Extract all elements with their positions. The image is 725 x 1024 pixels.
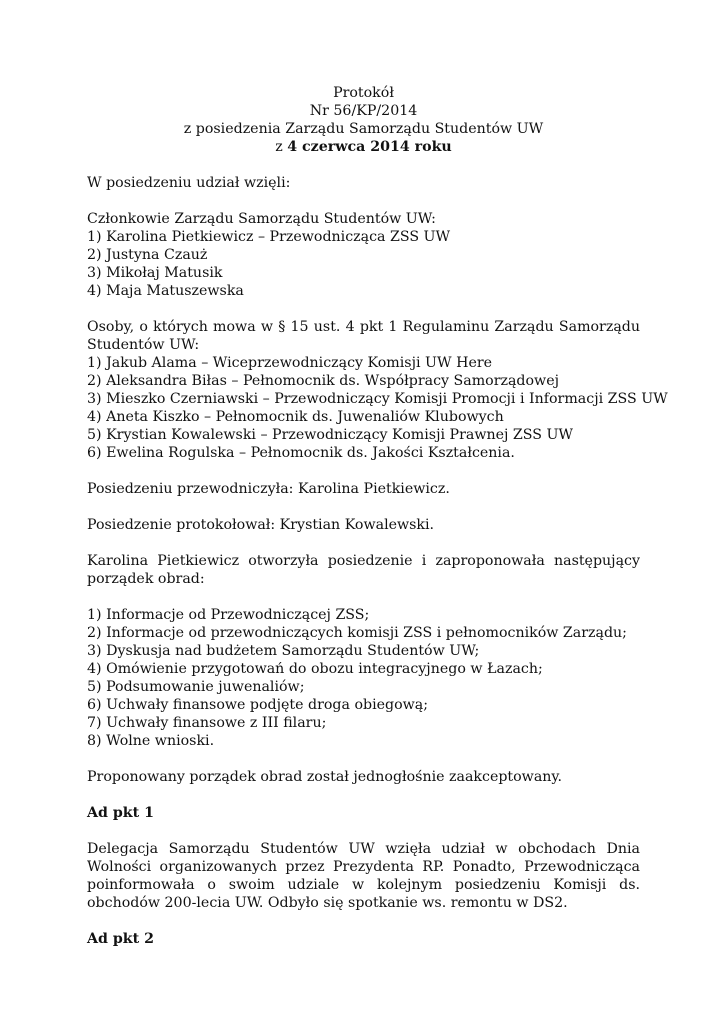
agenda-item: 6) Uchwały finansowe podjęte droga obiegową; <box>87 697 429 713</box>
section-text-1: Delegacja Samorządu Studentów UW wzięła udział w obchodach Dnia Wolności organizowanych przez Prezydenta RP. Ponadto, Przewodnicząca poinformowała o swoim udziale w kolejnym posiedzeniu Komisji ds. obchodów 200-lecia UW. Odbyło się spotkanie ws. remontu w DS2. <box>87 841 640 911</box>
list-item: 2) Justyna Czauż <box>87 247 208 263</box>
document-body <box>87 84 668 966</box>
agenda-item: 8) Wolne wnioski. <box>87 733 215 749</box>
agenda-accepted-statement: Proponowany porządek obrad został jednogłośnie zaakceptowany. <box>87 769 563 785</box>
list-item: 1) Karolina Pietkiewicz – Przewodnicząca ZSS UW <box>87 229 451 245</box>
meeting-date <box>87 138 640 156</box>
meeting-date-prefix: z <box>275 139 288 155</box>
meeting-subject: z posiedzenia Zarządu Samorządu Studentów UW <box>183 121 544 137</box>
opening-statement: Karolina Pietkiewicz otworzyła posiedzenie i zaproponowała następujący porządek obrad: <box>87 553 640 587</box>
chair-statement: Posiedzeniu przewodniczyła: Karolina Pietkiewicz. <box>87 481 450 497</box>
agenda-item: 5) Podsumowanie juwenaliów; <box>87 679 305 695</box>
list-item: 1) Jakub Alama – Wiceprzewodniczący Komisji UW Here <box>87 355 493 371</box>
list-item: 6) Ewelina Rogulska – Pełnomocnik ds. Jakości Kształcenia. <box>87 445 515 461</box>
section-heading-2: Ad pkt 2 <box>87 931 154 947</box>
document-header <box>87 84 640 156</box>
list-item: 4) Aneta Kiszko – Pełnomocnik ds. Juwenaliów Klubowych <box>87 409 504 425</box>
meeting-date-value: 4 czerwca 2014 roku <box>287 139 452 155</box>
list-item: 3) Mieszko Czerniawski – Przewodniczący Komisji Promocji i Informacji ZSS UW <box>87 391 668 407</box>
members-heading: Członkowie Zarządu Samorządu Studentów UW: <box>87 211 436 227</box>
document-title: Protokół <box>333 85 394 101</box>
agenda-item: 3) Dyskusja nad budżetem Samorządu Studentów UW; <box>87 643 480 659</box>
other-attendees-heading: Osoby, o których mowa w § 15 ust. 4 pkt 1 Regulaminu Zarządu Samorządu Studentów UW: <box>87 319 640 353</box>
list-item: 4) Maja Matuszewska <box>87 283 244 299</box>
list-item: 5) Krystian Kowalewski – Przewodniczący Komisji Prawnej ZSS UW <box>87 427 573 443</box>
agenda-item: 1) Informacje od Przewodniczącej ZSS; <box>87 607 370 623</box>
members-list <box>87 210 640 300</box>
agenda-item: 7) Uchwały finansowe z III filaru; <box>87 715 327 731</box>
list-item: 2) Aleksandra Biłas – Pełnomocnik ds. Współpracy Samorządowej <box>87 373 559 389</box>
list-item: 3) Mikołaj Matusik <box>87 265 223 281</box>
protocol-number: Nr 56/KP/2014 <box>309 103 418 119</box>
agenda-item: 4) Omówienie przygotowań do obozu integracyjnego w Łazach; <box>87 661 543 677</box>
other-attendees-list <box>87 318 668 462</box>
minutes-statement: Posiedzenie protokołował: Krystian Kowalewski. <box>87 517 435 533</box>
section-heading-1: Ad pkt 1 <box>87 805 154 821</box>
agenda-item: 2) Informacje od przewodniczących komisji ZSS i pełnomocników Zarządu; <box>87 625 627 641</box>
attendance-intro: W posiedzeniu udział wzięli: <box>87 175 291 191</box>
agenda-list <box>87 606 640 750</box>
